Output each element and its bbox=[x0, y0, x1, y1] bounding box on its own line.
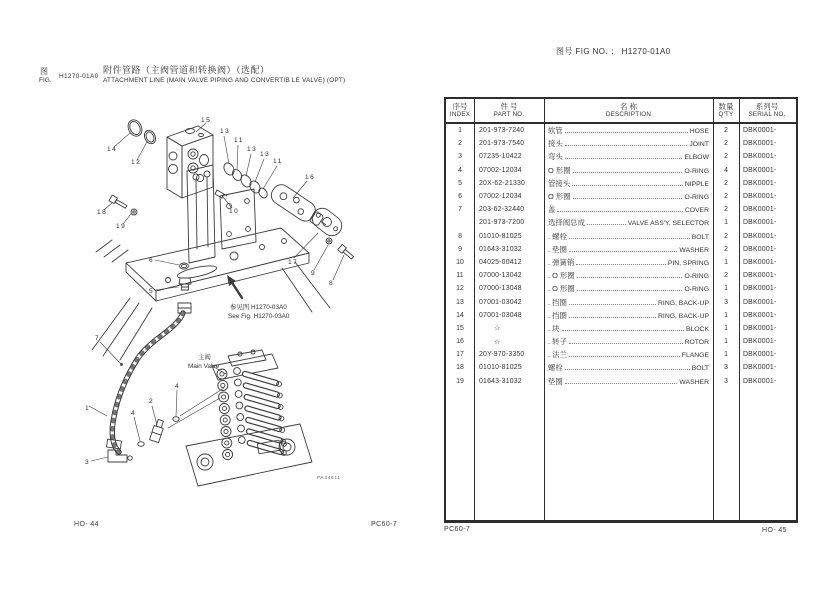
o-ring-6 bbox=[180, 263, 189, 269]
table-row bbox=[446, 309, 796, 322]
bolt-8 bbox=[338, 244, 355, 260]
cell-description: 弯头 ELBOW bbox=[548, 152, 709, 162]
cell-index: 14 bbox=[456, 311, 464, 319]
rotor-16 bbox=[268, 181, 331, 233]
table-body bbox=[446, 124, 796, 388]
cell-part-no: 20X-62-21330 bbox=[479, 179, 526, 187]
parts-table bbox=[444, 97, 798, 523]
cell-part-no: 07002-12034 bbox=[479, 166, 522, 174]
table-row bbox=[446, 295, 796, 308]
callout-4: 4 bbox=[175, 383, 181, 390]
cell-index: 15 bbox=[456, 324, 464, 332]
diagram-watermark: PA44611 bbox=[317, 475, 341, 480]
table-row bbox=[446, 375, 796, 388]
table-row bbox=[446, 190, 796, 203]
cell-part-no: 07000-13042 bbox=[479, 272, 522, 280]
cell-qty: 3 bbox=[724, 377, 728, 385]
cell-description: . 垫圈 WASHER bbox=[548, 244, 709, 254]
o-ring-4a bbox=[138, 442, 144, 447]
callout-13: 13 bbox=[260, 151, 271, 158]
cell-index: 2 bbox=[458, 140, 462, 148]
cell-qty: 1 bbox=[724, 338, 728, 346]
cell-index: 13 bbox=[456, 298, 464, 306]
table-row bbox=[446, 361, 796, 374]
table-row bbox=[446, 216, 796, 229]
callout-15: 15 bbox=[201, 117, 212, 124]
callout-1: 1 bbox=[85, 405, 91, 412]
cell-index: 16 bbox=[456, 338, 464, 346]
cell-index: 9 bbox=[458, 245, 462, 253]
callout-6: 6 bbox=[149, 257, 155, 264]
cell-serial: DBK0001- bbox=[743, 140, 777, 148]
cell-part-no: 01643-31032 bbox=[479, 245, 522, 253]
callout-17: 17 bbox=[288, 259, 299, 266]
cell-qty: 1 bbox=[724, 324, 728, 332]
cell-description: . 转子 ROTOR bbox=[548, 337, 709, 347]
table-row bbox=[446, 322, 796, 335]
o-ring-12 bbox=[142, 128, 157, 145]
cell-qty: 1 bbox=[724, 351, 728, 359]
cell-qty: 1 bbox=[724, 311, 728, 319]
cell-description: . 挡圈 RING, BACK-UP bbox=[548, 297, 709, 307]
callout-12: 12 bbox=[131, 159, 142, 166]
cell-part-no: 07001-03048 bbox=[479, 311, 522, 319]
cell-description: . O 形圈 O-RING bbox=[548, 271, 709, 281]
cell-serial: DBK0001- bbox=[743, 377, 777, 385]
callout-13: 13 bbox=[247, 146, 258, 153]
main-valve-label-en: Main Valve bbox=[188, 363, 220, 370]
header-part-no: 件 号 PART NO. bbox=[493, 101, 525, 119]
cell-serial: DBK0001- bbox=[743, 127, 777, 135]
joint-2 bbox=[150, 419, 166, 443]
left-page-number: HO- 44 bbox=[74, 521, 99, 528]
cell-part-no: 20Y-970-3350 bbox=[479, 351, 525, 359]
table-row bbox=[446, 137, 796, 150]
o-ring-series bbox=[222, 161, 269, 199]
table-row bbox=[446, 243, 796, 256]
callout-14: 14 bbox=[107, 146, 118, 153]
cell-serial: DBK0001- bbox=[743, 258, 777, 266]
callout-9: 9 bbox=[311, 270, 317, 277]
cell-description: . 块 BLOCK bbox=[548, 323, 709, 333]
o-ring-4b bbox=[173, 417, 179, 422]
fig-no-line: 图号 FIG NO. ： H1270-01A0 bbox=[556, 47, 671, 56]
callout-3: 3 bbox=[85, 459, 91, 466]
table-row bbox=[446, 203, 796, 216]
table-row bbox=[446, 282, 796, 295]
cell-part-no: 07000-13048 bbox=[479, 285, 522, 293]
cell-qty: 1 bbox=[724, 219, 728, 227]
cell-index: 1 bbox=[458, 127, 462, 135]
cell-serial: DBK0001- bbox=[743, 232, 777, 240]
cell-serial: DBK0001- bbox=[743, 285, 777, 293]
cell-serial: DBK0001- bbox=[743, 193, 777, 201]
cell-index: 11 bbox=[456, 272, 464, 280]
callout-19: 19 bbox=[116, 223, 127, 230]
callout-16: 16 bbox=[305, 174, 316, 181]
cell-qty: 2 bbox=[724, 193, 728, 201]
fig-code: H1270-01A0 bbox=[59, 73, 99, 80]
cell-serial: DBK0001- bbox=[743, 272, 777, 280]
callout-10: 10 bbox=[229, 208, 240, 215]
left-model-code: PC60-7 bbox=[371, 521, 398, 528]
see-fig-note-en: See Fig. H1270-03A0 bbox=[228, 313, 290, 320]
cell-part-no: 04025-00412 bbox=[479, 258, 522, 266]
cell-part-no: 01643-31032 bbox=[479, 377, 522, 385]
cell-description: . 挡圈 RING, BACK-UP bbox=[548, 310, 709, 320]
cell-description: 盖 COVER bbox=[548, 205, 709, 215]
cell-index: 18 bbox=[456, 364, 464, 372]
cell-qty: 2 bbox=[724, 153, 728, 161]
cell-part-no: 201-973-7240 bbox=[479, 127, 525, 135]
cell-description: 软管 HOSE bbox=[548, 126, 709, 136]
table-row bbox=[446, 177, 796, 190]
table-row bbox=[446, 256, 796, 269]
cell-part-no: 201-973-7540 bbox=[479, 140, 525, 148]
cell-qty: 1 bbox=[724, 258, 728, 266]
cell-serial: DBK0001- bbox=[743, 206, 777, 214]
right-page-number: HO- 45 bbox=[762, 527, 787, 534]
table-row bbox=[446, 230, 796, 243]
cell-part-no: 07002-12034 bbox=[479, 193, 522, 201]
table-row bbox=[446, 124, 796, 137]
cell-index: 7 bbox=[458, 206, 462, 214]
page-title-en: ATTACHMENT LINE (MAIN VALVE PIPING AND CONVERTIB LE VALVE) (OPT) bbox=[103, 77, 346, 84]
fig-label-cn: 图 bbox=[40, 67, 48, 76]
washer-19 bbox=[131, 209, 137, 215]
cell-description: . 弹簧销 PIN, SPRING bbox=[548, 257, 709, 267]
cell-description: . 法兰 FLANGE bbox=[548, 350, 709, 360]
cell-qty: 2 bbox=[724, 127, 728, 135]
cell-part-no: ☆ bbox=[494, 338, 501, 346]
cell-description: O 形圈 O-RING bbox=[548, 192, 709, 202]
table-row bbox=[446, 164, 796, 177]
table-header bbox=[446, 99, 796, 124]
header-index: 序号 INDEX bbox=[449, 101, 471, 119]
cell-description: 螺栓 BOLT bbox=[548, 363, 709, 373]
callout-7: 7 bbox=[95, 335, 101, 342]
cell-qty: 2 bbox=[724, 179, 728, 187]
selector-valve-block bbox=[167, 126, 213, 198]
callout-4: 4 bbox=[131, 410, 137, 417]
header-serial-no: 系列号 SERIAL NO. bbox=[748, 101, 786, 119]
cell-part-no: 01010-81025 bbox=[479, 364, 522, 372]
cell-part-no: 07001-03042 bbox=[479, 298, 522, 306]
cell-description: 垫圈 WASHER bbox=[548, 376, 709, 386]
cell-serial: DBK0001- bbox=[743, 153, 777, 161]
cell-qty: 2 bbox=[724, 140, 728, 148]
cell-index: 19 bbox=[456, 377, 464, 385]
callout-18: 18 bbox=[97, 209, 108, 216]
cell-description: . O 形圈 O-RING bbox=[548, 284, 709, 294]
cell-qty: 2 bbox=[724, 232, 728, 240]
cell-index: 3 bbox=[458, 153, 462, 161]
washer-9 bbox=[326, 238, 332, 244]
main-valve-assembly bbox=[186, 350, 312, 486]
cell-serial: DBK0001- bbox=[743, 351, 777, 359]
main-valve-label-cn: 主阀 bbox=[198, 354, 211, 361]
cell-qty: 3 bbox=[724, 298, 728, 306]
cell-index: 4 bbox=[458, 166, 462, 174]
cell-index: 12 bbox=[456, 285, 464, 293]
cell-serial: DBK0001- bbox=[743, 298, 777, 306]
nipple-5 bbox=[179, 278, 191, 290]
right-model-code: PC60-7 bbox=[444, 526, 471, 533]
callout-5: 5 bbox=[149, 288, 155, 295]
cell-index: 8 bbox=[458, 232, 462, 240]
cell-part-no: 203-62-32440 bbox=[479, 206, 525, 214]
cell-serial: DBK0001- bbox=[743, 219, 777, 227]
cell-serial: DBK0001- bbox=[743, 245, 777, 253]
flange-17 bbox=[308, 204, 346, 239]
table-row bbox=[446, 335, 796, 348]
cell-qty: 2 bbox=[724, 272, 728, 280]
spring-pin-10 bbox=[215, 190, 227, 198]
cell-qty: 2 bbox=[724, 206, 728, 214]
see-fig-note-cn: 参见图 H1270-03A0 bbox=[230, 304, 287, 311]
cell-part-no: 01010-81025 bbox=[479, 232, 522, 240]
callout-11: 11 bbox=[234, 137, 244, 144]
hose-7 bbox=[107, 303, 191, 452]
cell-index: 5 bbox=[458, 179, 462, 187]
cell-index: 17 bbox=[456, 351, 464, 359]
cell-description: 接头 JOINT bbox=[548, 139, 709, 149]
cell-description: 管接头 NIPPLE bbox=[548, 178, 709, 188]
cell-serial: DBK0001- bbox=[743, 311, 777, 319]
o-ring-14 bbox=[126, 118, 145, 139]
page-title-cn: 附件管路（主阀管道和转换阀）（选配） bbox=[103, 65, 270, 75]
cell-qty: 2 bbox=[724, 245, 728, 253]
table-row bbox=[446, 150, 796, 163]
cell-description: O 形圈 O-RING bbox=[548, 165, 709, 175]
callout-8: 8 bbox=[329, 280, 335, 287]
table-row bbox=[446, 348, 796, 361]
bolt-18 bbox=[109, 195, 128, 210]
fig-label-en: FIG. bbox=[39, 77, 52, 84]
header-qty: 数量 Q'TY bbox=[718, 101, 734, 119]
callout-11: 11 bbox=[273, 158, 283, 165]
cell-serial: DBK0001- bbox=[743, 324, 777, 332]
cell-part-no: ☆ bbox=[494, 325, 501, 333]
table-row bbox=[446, 269, 796, 282]
cell-qty: 4 bbox=[724, 166, 728, 174]
cell-serial: DBK0001- bbox=[743, 364, 777, 372]
cell-qty: 1 bbox=[724, 285, 728, 293]
header-description: 名 称 DESCRIPTION bbox=[605, 101, 652, 119]
cell-part-no: 07235-10422 bbox=[479, 153, 522, 161]
cell-serial: DBK0001- bbox=[743, 179, 777, 187]
cell-serial: DBK0001- bbox=[743, 338, 777, 346]
callout-2: 2 bbox=[149, 398, 155, 405]
cell-serial: DBK0001- bbox=[743, 166, 777, 174]
cell-description: 选择阀总成 VALVE ASS'Y, SELECTOR bbox=[548, 218, 709, 228]
cell-index: 10 bbox=[456, 258, 464, 266]
cell-qty: 3 bbox=[724, 364, 728, 372]
cell-description: . 螺栓 BOLT bbox=[548, 231, 709, 241]
cell-index: 6 bbox=[458, 193, 462, 201]
callout-13: 13 bbox=[220, 128, 231, 135]
cell-part-no: 201-973-7200 bbox=[479, 219, 525, 227]
see-fig-arrow bbox=[227, 275, 242, 298]
